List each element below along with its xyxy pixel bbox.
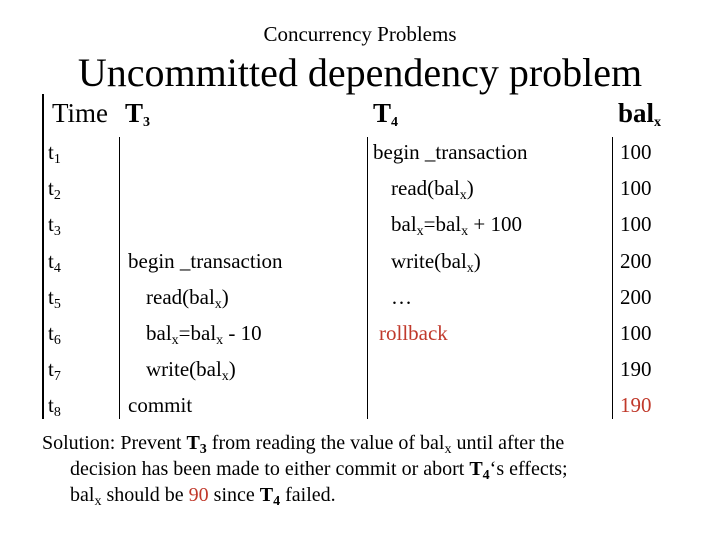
row-4-t3: begin _transaction [128, 249, 283, 273]
row-7-t3: write(bal$_x$) [146, 357, 236, 384]
row-5-time: $t_5$ [48, 285, 61, 312]
header-t3: $T_3$ [125, 98, 151, 130]
solution-line-3: bal$_x$ should be 90 since $T_4$ failed. [70, 484, 336, 509]
row-3-balx: 100 [620, 212, 652, 236]
row-6-balx: 100 [620, 321, 652, 345]
row-8-time: $t_8$ [48, 393, 61, 420]
row-4-time: $t_4$ [48, 249, 61, 276]
row-6-time: $t_6$ [48, 321, 61, 348]
table-header [42, 96, 680, 136]
row-5-t3: read(bal$_x$) [146, 285, 229, 312]
slide-subtitle: Concurrency Problems [263, 22, 457, 46]
row-6-t4-rollback: rollback [379, 321, 448, 345]
row-2-balx: 100 [620, 176, 652, 200]
slide-title: Uncommitted dependency problem [77, 50, 643, 95]
row-3-t4: bal$_x$=bal$_x$ + 100 [391, 212, 522, 239]
header-balx: bal$_x$ [618, 98, 662, 130]
column-divider-time [119, 137, 120, 419]
column-divider-t3 [367, 137, 368, 419]
row-1-time: $t_1$ [48, 140, 61, 167]
row-8-balx: 190 [620, 393, 652, 417]
header-t4: $T_4$ [373, 98, 399, 130]
row-7-balx: 190 [620, 357, 652, 381]
row-8-t3: commit [128, 393, 193, 417]
row-2-time: $t_2$ [48, 176, 61, 203]
row-6-t3: bal$_x$=bal$_x$ - 10 [146, 321, 262, 348]
row-3-time: $t_3$ [48, 212, 61, 239]
row-5-t4: … [391, 285, 412, 309]
expected-balance-value: 90 [188, 484, 209, 506]
header-time: Time [52, 98, 109, 128]
row-2-t4: read(bal$_x$) [391, 176, 474, 203]
row-4-balx: 200 [620, 249, 652, 273]
solution-line-1: Solution: Prevent $T_3$ from reading the value of bal$_x$ until after the [42, 432, 565, 457]
solution-text [42, 430, 692, 508]
row-1-t4: begin _transaction [373, 140, 528, 164]
column-divider-t4 [612, 137, 613, 419]
row-7-time: $t_7$ [48, 357, 61, 384]
solution-line-2: decision has been made to either commit or abort $T_4‘s$ effects; [70, 458, 568, 483]
row-1-balx: 100 [620, 140, 652, 164]
row-4-t4: write(bal$_x$) [391, 249, 481, 276]
row-5-balx: 200 [620, 285, 652, 309]
